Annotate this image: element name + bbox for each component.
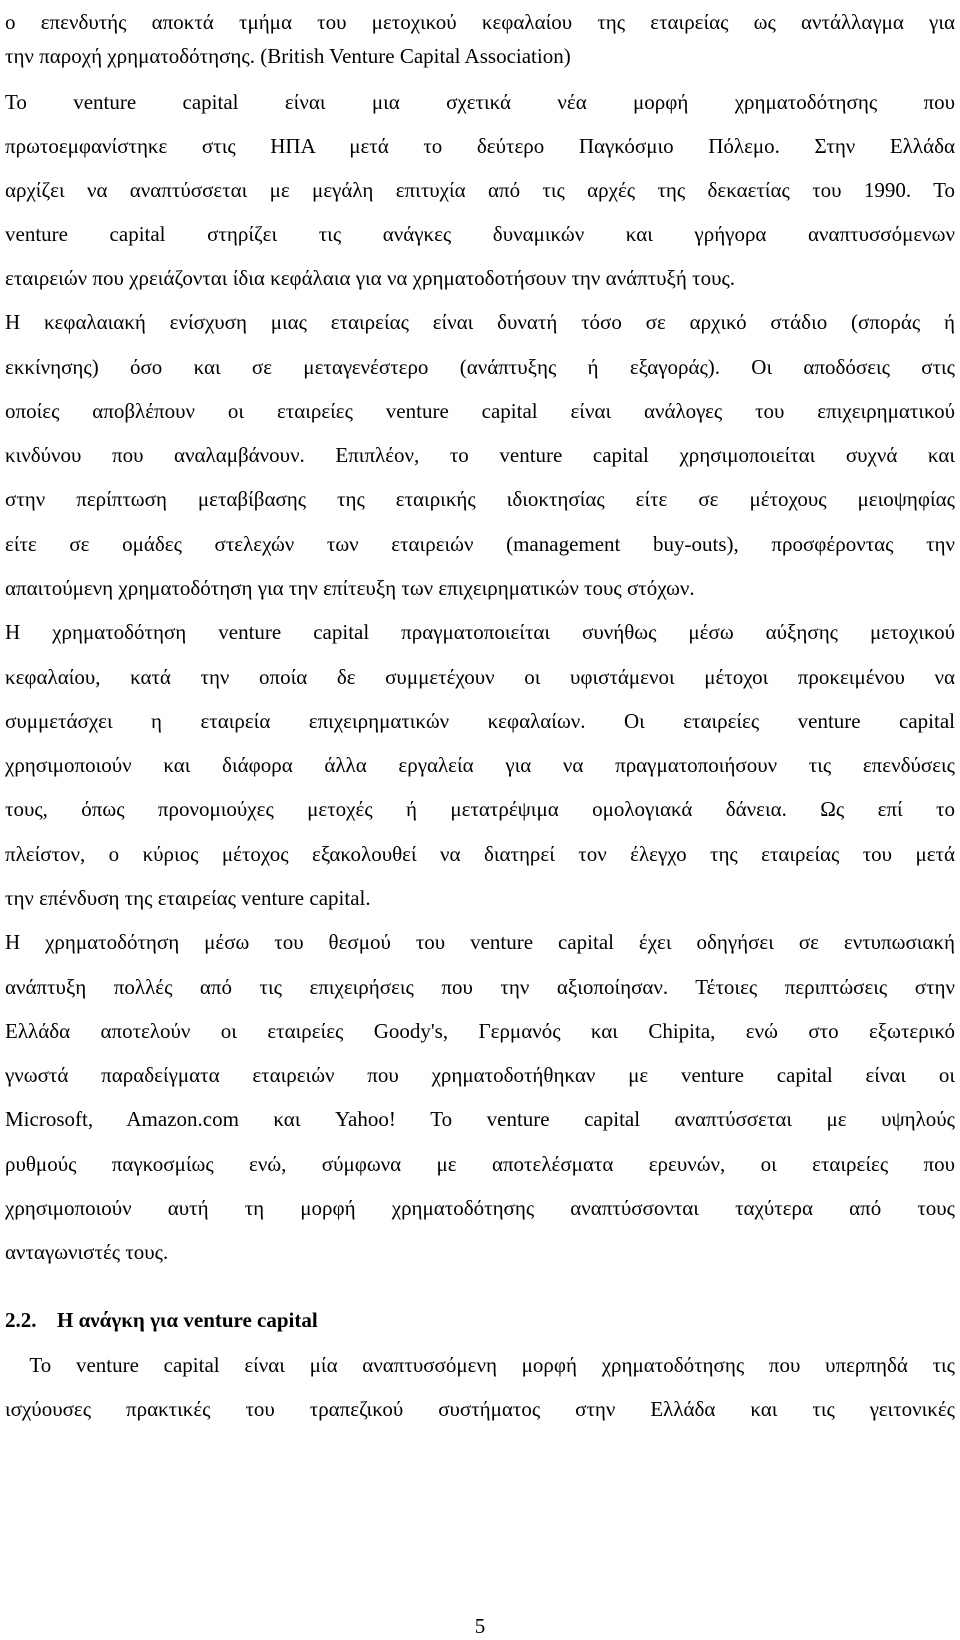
body-text-line: Η χρηματοδότηση μέσω του θεσμού του venture capital έχει οδηγήσει σε εντυπωσιακή bbox=[5, 930, 955, 954]
body-text-line: απαιτούμενη χρηματοδότηση για την επίτευξη των επιχειρηματικών τους στόχων. bbox=[5, 576, 695, 600]
section-title: Η ανάγκη για venture capital bbox=[57, 1308, 318, 1332]
body-text-line: Το venture capital είναι μία αναπτυσσόμενη μορφή χρηματοδότησης που υπερπηδά τις bbox=[5, 1353, 955, 1377]
body-text-line: ισχύουσες πρακτικές του τραπεζικού συστήματος στην Ελλάδα και τις γειτονικές bbox=[5, 1397, 955, 1421]
section-heading bbox=[5, 1308, 955, 1332]
page-number: 5 bbox=[474, 1614, 486, 1638]
body-text-line: πρωτοεμφανίστηκε στις ΗΠΑ μετά το δεύτερο Παγκόσμιο Πόλεμο. Στην Ελλάδα bbox=[5, 134, 955, 158]
body-text-line: είτε σε ομάδες στελεχών των εταιρειών (management buy-outs), προσφέροντας την bbox=[5, 532, 955, 556]
body-text-line: συμμετάσχει η εταιρεία επιχειρηματικών κεφαλαίων. Οι εταιρείες venture capital bbox=[5, 709, 955, 733]
body-text-line: αρχίζει να αναπτύσσεται με μεγάλη επιτυχία από τις αρχές της δεκαετίας του 1990. Το bbox=[5, 178, 955, 202]
body-text-line: εταιρειών που χρειάζονται ίδια κεφάλαια για να χρηματοδοτήσουν την ανάπτυξή τους. bbox=[5, 266, 736, 290]
body-text-line: τους, όπως προνομιούχες μετοχές ή μετατρέψιμα ομολογιακά δάνεια. Ως επί το bbox=[5, 797, 955, 821]
body-text-line: κεφαλαίου, κατά την οποία δε συμμετέχουν οι υφιστάμενοι μέτοχοι προκειμένου να bbox=[5, 665, 955, 689]
body-text-line: την παροχή χρηματοδότησης. (British Venture Capital Association) bbox=[5, 44, 571, 68]
body-text-line: χρησιμοποιούν και διάφορα άλλα εργαλεία για να πραγματοποιήσουν τις επενδύσεις bbox=[5, 753, 955, 777]
body-text-line: ανάπτυξη πολλές από τις επιχειρήσεις που την αξιοποίησαν. Τέτοιες περιπτώσεις στην bbox=[5, 975, 955, 999]
section-number: 2.2. bbox=[5, 1308, 37, 1332]
body-text-line: χρησιμοποιούν αυτή τη μορφή χρηματοδότησης αναπτύσσονται ταχύτερα από τους bbox=[5, 1196, 955, 1220]
body-text-line: στην περίπτωση μεταβίβασης της εταιρικής ιδιοκτησίας είτε σε μέτοχους μειοψηφίας bbox=[5, 487, 955, 511]
body-text-line: Η κεφαλαιακή ενίσχυση μιας εταιρείας είναι δυνατή τόσο σε αρχικό στάδιο (σποράς ή bbox=[5, 310, 955, 334]
body-text-line: Η χρηματοδότηση venture capital πραγματοποιείται συνήθως μέσω αύξησης μετοχικού bbox=[5, 620, 955, 644]
body-text-line: ο επενδυτής αποκτά τμήμα του μετοχικού κεφαλαίου της εταιρείας ως αντάλλαγμα για bbox=[5, 10, 955, 34]
body-text-line: οποίες αποβλέπουν οι εταιρείες venture capital είναι ανάλογες του επιχειρηματικού bbox=[5, 399, 955, 423]
body-text-line: κινδύνου που αναλαμβάνουν. Επιπλέον, το venture capital χρησιμοποιείται συχνά και bbox=[5, 443, 955, 467]
body-text-line: πλείστον, ο κύριος μέτοχος εξακολουθεί να διατηρεί τον έλεγχο της εταιρείας του μετά bbox=[5, 842, 955, 866]
body-text-line: Το venture capital είναι μια σχετικά νέα μορφή χρηματοδότησης που bbox=[5, 90, 955, 114]
body-text-line: ανταγωνιστές τους. bbox=[5, 1240, 169, 1264]
body-text-line: Ελλάδα αποτελούν οι εταιρείες Goody's, Γερμανός και Chipita, ενώ στο εξωτερικό bbox=[5, 1019, 955, 1043]
body-text-line: εκκίνησης) όσο και σε μεταγενέστερο (ανάπτυξης ή εξαγοράς). Οι αποδόσεις στις bbox=[5, 355, 955, 379]
body-text-line: γνωστά παραδείγματα εταιρειών που χρηματοδοτήθηκαν με venture capital είναι οι bbox=[5, 1063, 955, 1087]
body-text-line: Microsoft, Amazon.com και Yahoo! Το venture capital αναπτύσσεται με υψηλούς bbox=[5, 1107, 955, 1131]
body-text-line: venture capital στηρίζει τις ανάγκες δυναμικών και γρήγορα αναπτυσσόμενων bbox=[5, 222, 955, 246]
body-text-line: ρυθμούς παγκοσμίως ενώ, σύμφωνα με αποτελέσματα ερευνών, οι εταιρείες που bbox=[5, 1152, 955, 1176]
body-text-line: την επένδυση της εταιρείας venture capital. bbox=[5, 886, 371, 910]
